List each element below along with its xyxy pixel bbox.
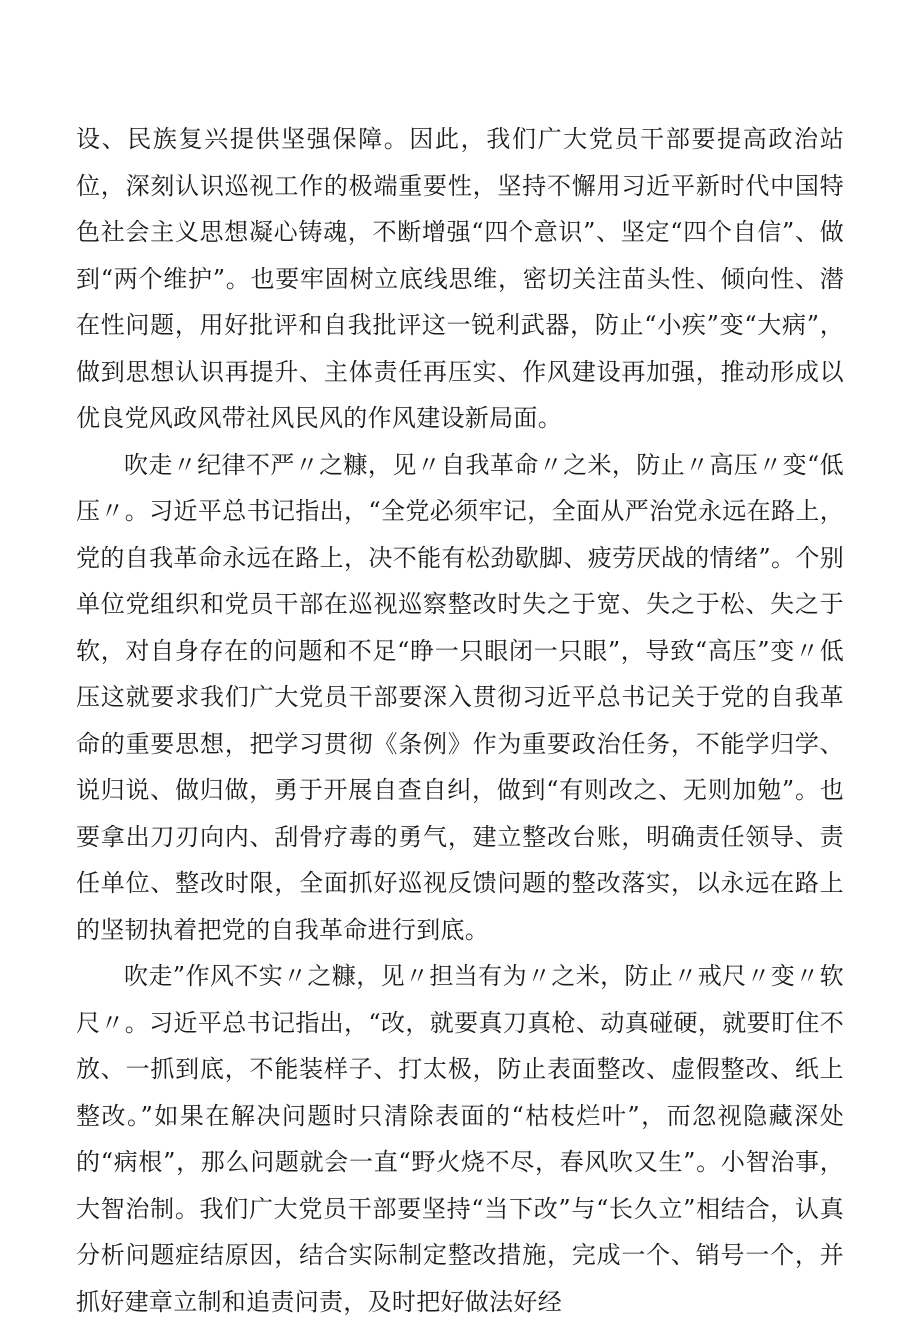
paragraph-3: 吹走”作风不实〃之糠，见〃担当有为〃之米，防止〃戒尺〃变〃软尺〃。习近平总书记指出，“改，就要真刀真枪、动真碰硬，就要盯住不放、一抓到底，不能装样子、打太极，防止表面整改、虚假整改、纸上整改。”如果在解决问题时只清除表面的“枯枝烂叶”，而忽视隐藏深处的“病根”，那么问题就会一直“野火烧不尽，春风吹又生”。小智治事，大智治制。我们广大党员干部要坚持“当下改”与“长久立”相结合，认真分析问题症结原因，结合实际制定整改措施，完成一个、销号一个，并抓好建章立制和追责问责，及时把好做法好经 [76, 962, 844, 1316]
document-body [76, 116, 844, 1325]
paragraph-2: 吹走〃纪律不严〃之糠，见〃自我革命〃之米，防止〃高压〃变“低压〃。习近平总书记指出，“全党必须牢记，全面从严治党永远在路上，党的自我革命永远在路上，决不能有松劲歇脚、疲劳厌战的情绪”。个别单位党组织和党员干部在巡视巡察整改时失之于宽、失之于松、失之于软，对自身存在的问题和不足“睁一只眼闭一只眼”，导致“高压”变〃低压这就要求我们广大党员干部要深入贯彻习近平总书记关于党的自我革命的重要思想，把学习贯彻《条例》作为重要政治任务，不能学归学、说归说、做归做，勇于开展自查自纠，做到“有则改之、无则加勉”。也要拿出刀刃向内、刮骨疗毒的勇气，建立整改台账，明确责任领导、责任单位、整改时限，全面抓好巡视反馈问题的整改落实，以永远在路上的坚韧执着把党的自我革命进行到底。 [76, 450, 844, 944]
paragraph-1: 设、民族复兴提供坚强保障。因此，我们广大党员干部要提高政治站位，深刻认识巡视工作的极端重要性，坚持不懈用习近平新时代中国特色社会主义思想凝心铸魂，不断增强“四个意识”、坚定“四个自信”、做到“两个维护”。也要牢固树立底线思维，密切关注苗头性、倾向性、潜在性问题，用好批评和自我批评这一锐利武器，防止“小疾”变“大病”，做到思想认识再提升、主体责任再压实、作风建设再加强，推动形成以优良党风政风带社风民风的作风建设新局面。 [76, 125, 844, 432]
